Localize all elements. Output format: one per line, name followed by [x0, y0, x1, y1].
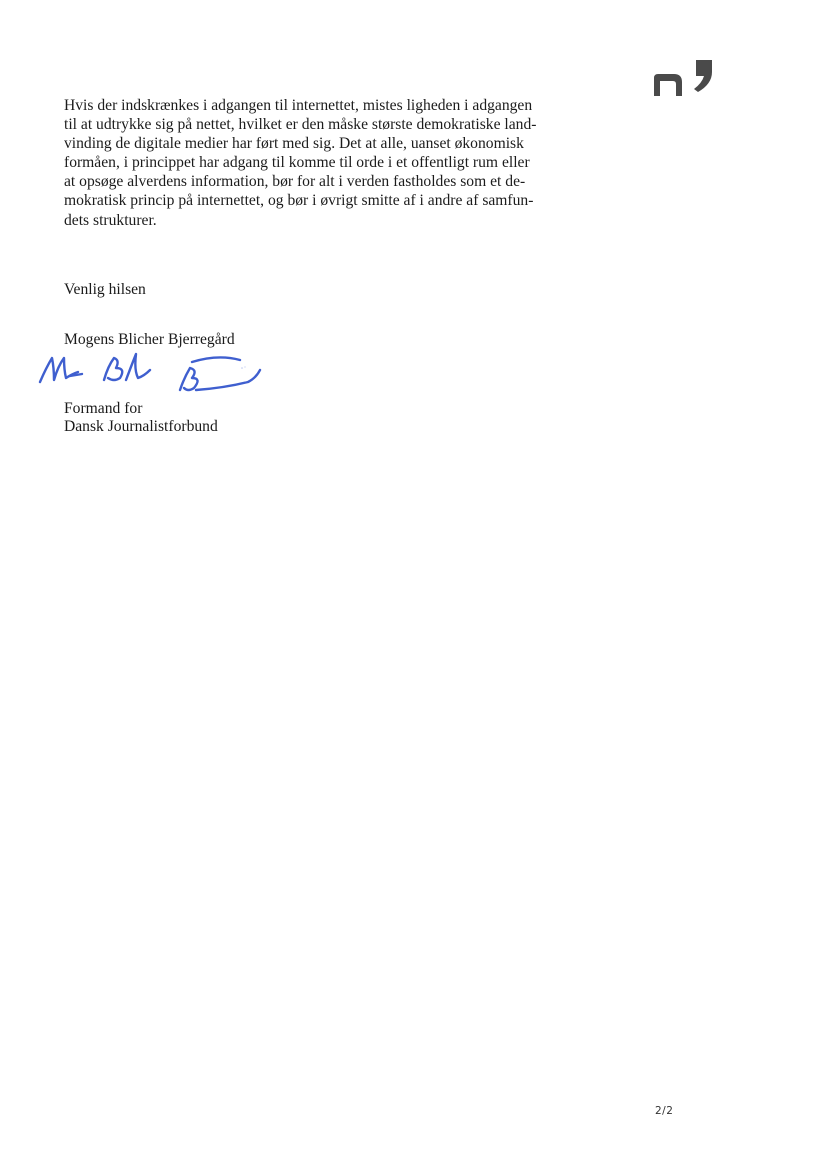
body-line: vinding de digitale medier har ført med sig. Det at alle, uanset økonomisk — [64, 135, 524, 153]
body-line: at opsøge alverdens information, bør for alt i verden fastholdes som et de- — [64, 173, 526, 191]
role-line: Formand for — [64, 400, 143, 417]
signer-name: Mogens Blicher Bjerregård — [64, 331, 235, 348]
body-line: dets strukturer. — [64, 211, 157, 229]
letter-body-paragraph — [64, 96, 584, 230]
dj-logo-icon — [652, 56, 718, 100]
body-line: formåen, i princippet har adgang til komme til orde i et offentligt rum eller — [64, 154, 530, 172]
body-line: mokratisk princip på internettet, og bør i øvrigt smitte af i andre af samfun- — [64, 192, 534, 210]
organization-name: Dansk Journalistforbund — [64, 417, 218, 435]
body-line: til at udtrykke sig på nettet, hvilket er den måske største demokratiske land- — [64, 116, 537, 134]
page-number: 2/2 — [655, 1105, 674, 1117]
handwritten-signature — [34, 346, 274, 406]
body-line: Hvis der indskrænkes i adgangen til internettet, mistes ligheden i adgangen — [64, 97, 533, 114]
closing-salutation: Venlig hilsen — [64, 281, 146, 298]
signer-role — [64, 400, 218, 435]
